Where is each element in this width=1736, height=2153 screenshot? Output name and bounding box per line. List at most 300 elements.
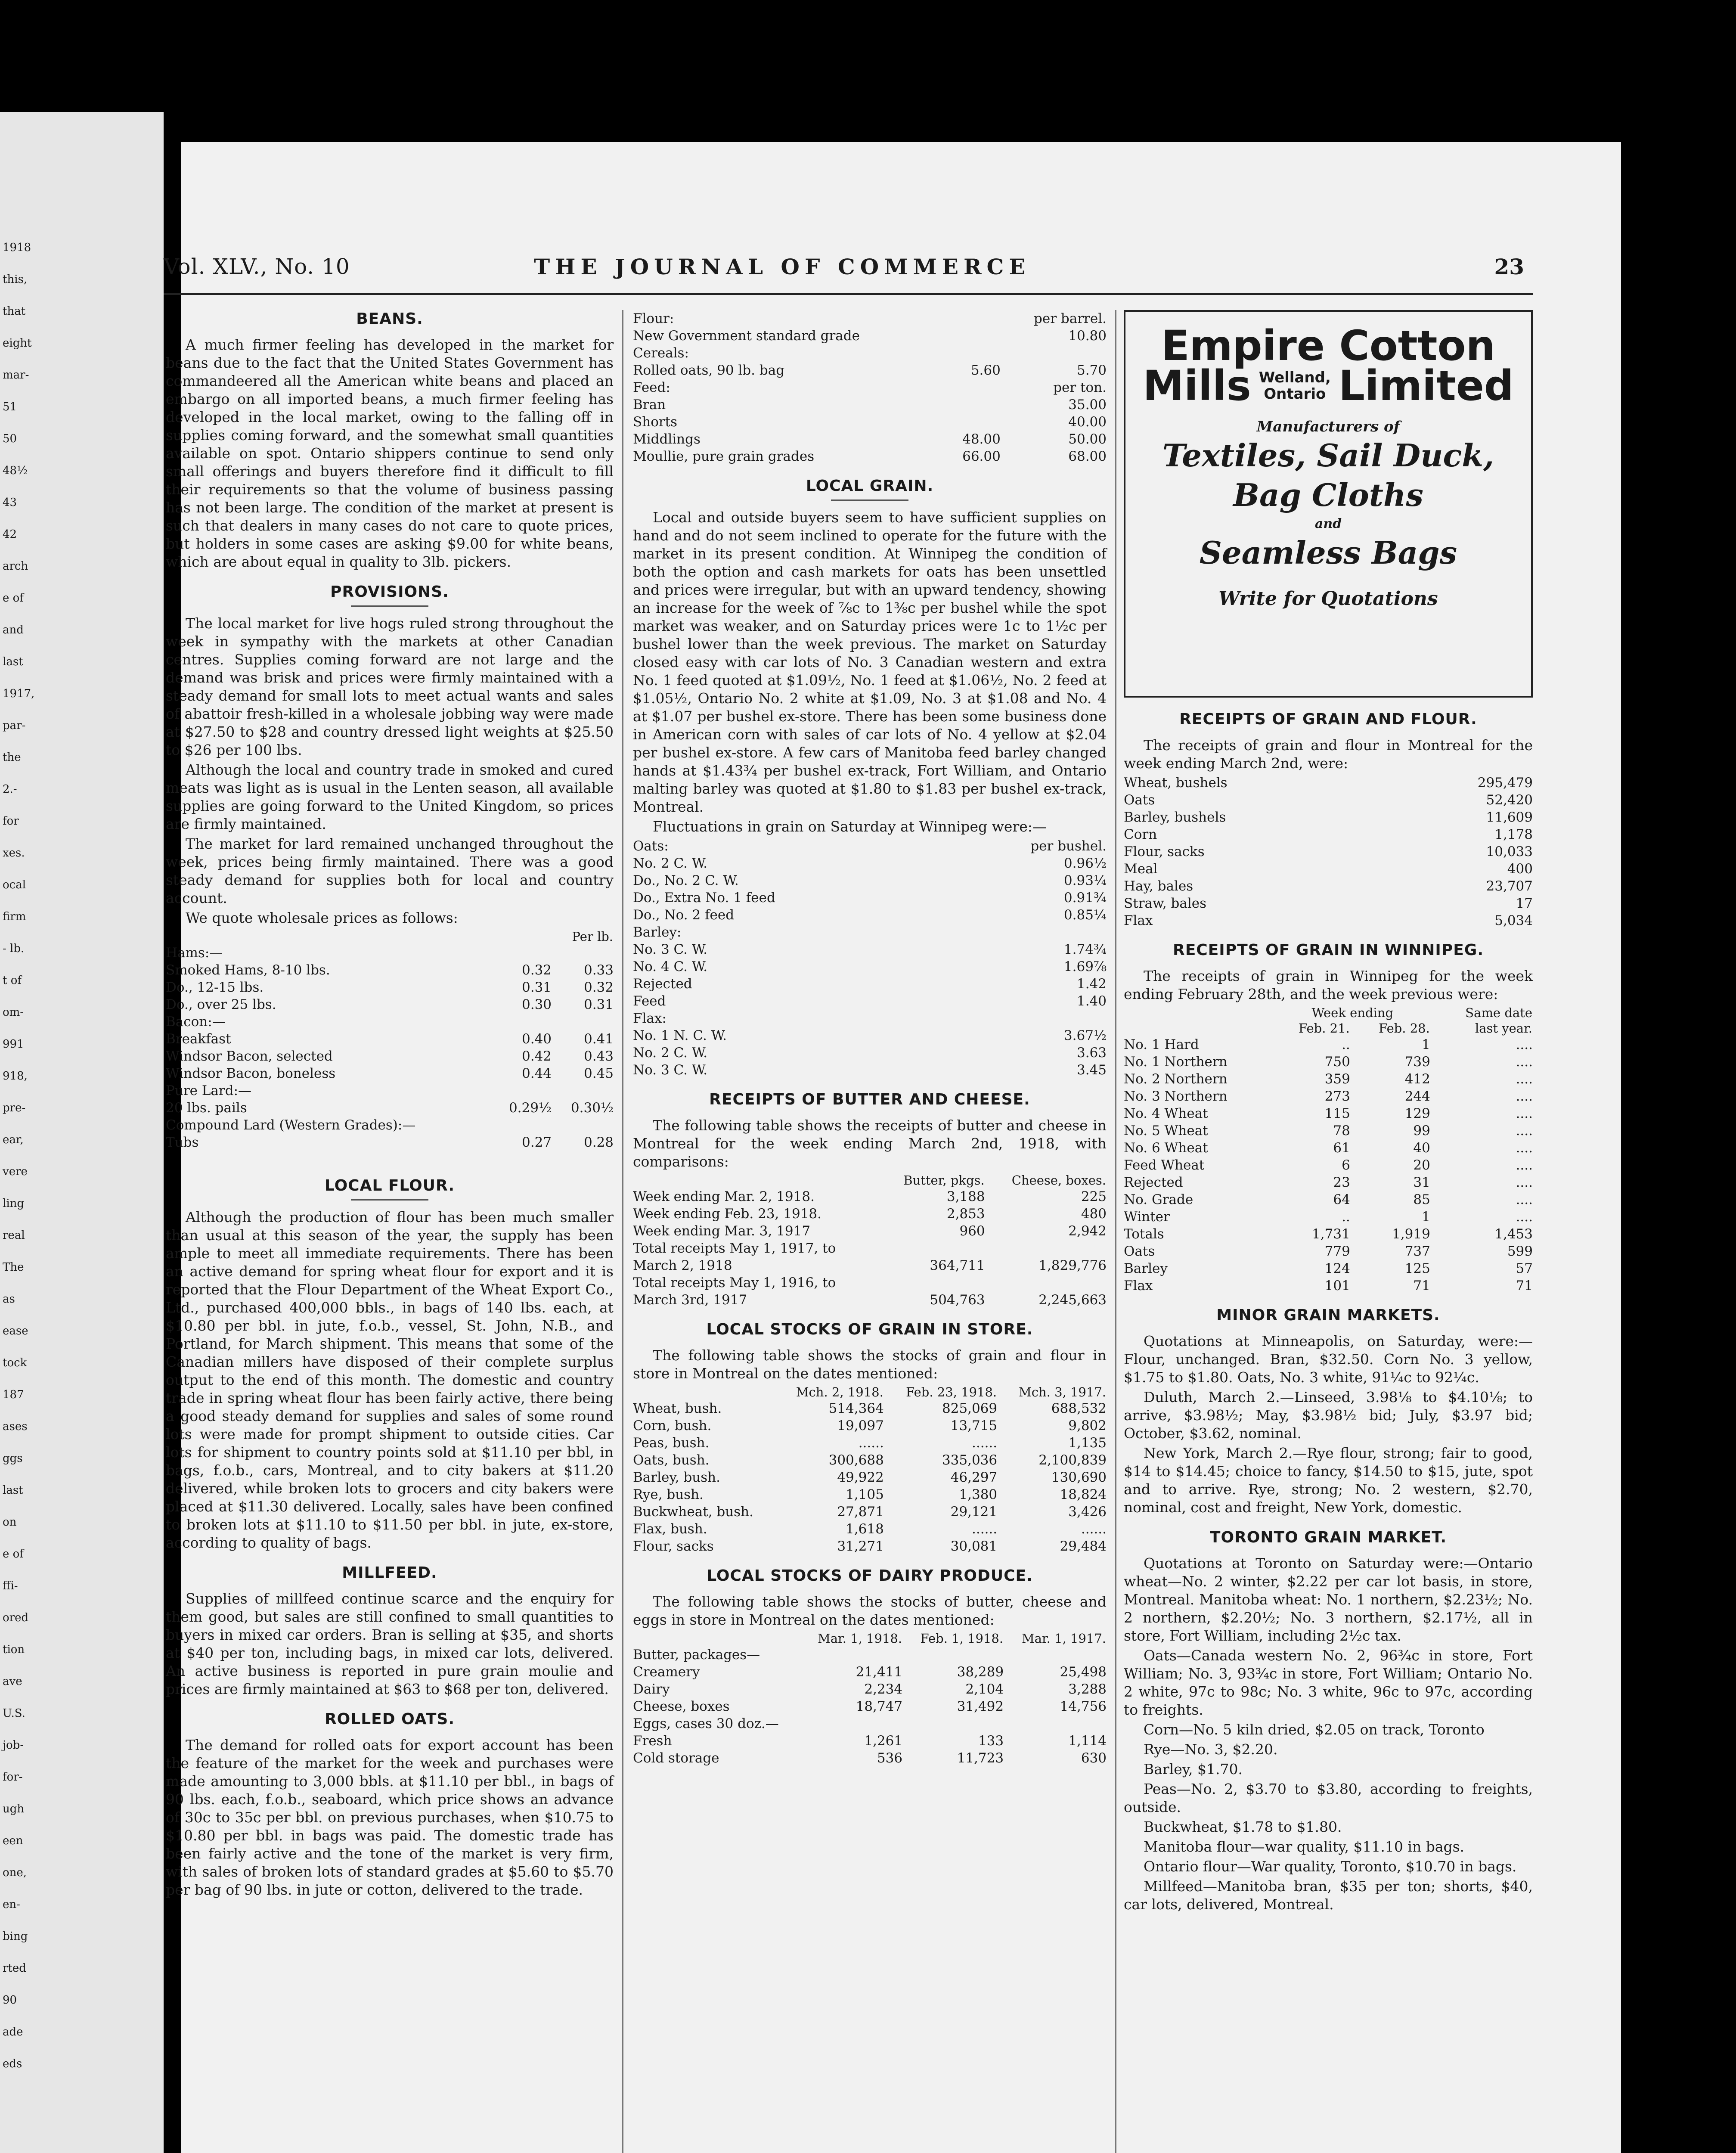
left-page-text-fragment: last bbox=[3, 1484, 23, 1497]
table-value bbox=[942, 396, 1001, 413]
table-label: Do., Extra No. 1 feed bbox=[633, 890, 775, 906]
left-page-text-fragment: vere bbox=[3, 1165, 28, 1178]
toronto-paragraph: Ontario flour—War quality, Toronto, $10.70 in bags. bbox=[1144, 1858, 1517, 1875]
butter-cheese-table bbox=[633, 1173, 1107, 1309]
table-value: per barrel. bbox=[1034, 311, 1107, 326]
table-row bbox=[633, 1715, 1107, 1732]
table-row bbox=[633, 1061, 1107, 1079]
table-label: Peas, bush. bbox=[633, 1435, 710, 1451]
table-row bbox=[1124, 912, 1533, 929]
left-page-text-fragment: - lb. bbox=[3, 942, 25, 955]
table-label: Flax bbox=[1124, 1278, 1153, 1294]
table-value: 13,715 bbox=[950, 1418, 998, 1433]
table-row bbox=[633, 1646, 1107, 1663]
table-row bbox=[1124, 1174, 1533, 1191]
table-value: .... bbox=[1516, 1106, 1533, 1121]
table-row bbox=[166, 1065, 614, 1082]
table-row bbox=[1124, 843, 1533, 860]
table-row bbox=[166, 1013, 614, 1030]
toronto-paragraph: Manitoba flour—war quality, $11.10 in bags. bbox=[1144, 1838, 1465, 1855]
table-row bbox=[633, 1469, 1107, 1486]
table-label: Straw, bales bbox=[1124, 896, 1207, 911]
table-value: 1,453 bbox=[1494, 1226, 1533, 1242]
local-grain-text: Local and outside buyers seem to have sufficient supplies on hand and do not seem inclined to operate for the future with the market in its present condition. At Winnipeg the condition of both the option and cash markets for oats has been unsettled and prices were irregular, but with an upward tendency, showing an increase for the week of ⅞c to 1⅜c per bushel while the spot market was weaker, and on Saturday prices were 1c to 1½c per bushel lower than the week previous. The market on Saturday closed easy with car lots of No. 3 Canadian western and extra No. 1 feed quoted at $1.09½, No. 1 feed at $1.06½, No. 2 feed at $1.05½, Ontario No. 2 white at $1.09, No. 3 at $1.08 and No. 4 at $1.07 per bushel ex-store. There has been some business done in American corn with sales of car lots of No. 4 yellow at $2.04 per bushel ex-store. A few cars of Manitoba feed barley changed hands at $1.43¾ per bushel ex-track, Fort William, and Ontario malting barley was quoted at $1.80 to $1.83 per bushel ex-track, Montreal. bbox=[633, 509, 1107, 815]
dairy-stocks-table bbox=[633, 1631, 1107, 1767]
left-page-text-fragment: t of bbox=[3, 974, 22, 987]
left-page-text-fragment: that bbox=[3, 305, 26, 318]
table-value: 2,100,839 bbox=[1038, 1452, 1107, 1468]
table-row bbox=[1124, 1088, 1533, 1105]
table-row bbox=[633, 838, 1107, 855]
table-value: 1.40 bbox=[1076, 993, 1107, 1009]
provisions-paragraph: The local market for live hogs ruled strong throughout the week in sympathy with the markets at other Canadian centres. Supplies coming forward are not large and the demand was brisk and prices were firmly maintained with a steady demand for small lots to meet actual wants and sales of abattoir fresh-killed in a wholesale jobbing way were made at $27.50 to $28 and country dressed light weights at $25.50 to $26 per 100 lbs. bbox=[166, 615, 614, 758]
table-value bbox=[942, 310, 1001, 327]
table-value: 1,618 bbox=[846, 1521, 884, 1537]
table-row bbox=[1124, 1277, 1533, 1294]
table-label: Oats, bush. bbox=[633, 1452, 710, 1468]
table-row bbox=[633, 1681, 1107, 1698]
table-label: Meal bbox=[1124, 861, 1158, 877]
table-row bbox=[633, 1663, 1107, 1681]
table-row bbox=[633, 958, 1107, 975]
table-label: Rejected bbox=[633, 976, 692, 992]
ad-product: Bag Cloths bbox=[1233, 477, 1423, 513]
table-value: 71 bbox=[1516, 1278, 1533, 1294]
page-number: 23 bbox=[1494, 254, 1524, 279]
table-row bbox=[1124, 1208, 1533, 1225]
table-label: No. 1 Hard bbox=[1124, 1037, 1199, 1052]
table-value: 688,532 bbox=[1051, 1401, 1107, 1416]
left-page-text-fragment: and bbox=[3, 624, 24, 636]
table-value: .. bbox=[1342, 1037, 1350, 1052]
left-page-text-fragment: om- bbox=[3, 1006, 24, 1019]
table-value: 30,081 bbox=[950, 1539, 998, 1554]
table-value bbox=[880, 1240, 985, 1257]
column-header: Mar. 1, 1917. bbox=[1021, 1631, 1106, 1646]
table-value: .... bbox=[1516, 1157, 1533, 1173]
local-grain-heading: LOCAL GRAIN. bbox=[806, 477, 934, 495]
table-row bbox=[633, 1538, 1107, 1555]
table-value: 0.91¾ bbox=[1063, 890, 1107, 906]
ad-company-line bbox=[1134, 362, 1522, 410]
table-value: 64 bbox=[1333, 1192, 1350, 1207]
table-value: 400 bbox=[1507, 861, 1533, 877]
left-page-text-fragment: arch bbox=[3, 560, 28, 573]
table-value bbox=[1004, 1646, 1107, 1663]
table-value: .... bbox=[1516, 1071, 1533, 1087]
table-value: 25,498 bbox=[1060, 1664, 1107, 1680]
left-page-text-fragment: 48½ bbox=[3, 464, 28, 477]
table-value: 2,853 bbox=[946, 1206, 985, 1222]
table-value: 1,261 bbox=[864, 1733, 903, 1749]
left-page-text-fragment: eight bbox=[3, 337, 32, 350]
table-value: 0.29½ bbox=[508, 1100, 552, 1116]
table-label: No. 2 C. W. bbox=[633, 1045, 708, 1061]
table-row bbox=[633, 413, 1107, 431]
table-row bbox=[633, 855, 1107, 872]
table-value: 739 bbox=[1404, 1054, 1430, 1070]
table-label: Do., No. 2 C. W. bbox=[633, 873, 739, 888]
minor-markets-paragraph: New York, March 2.—Rye flour, strong; fair to good, $14 to $14.45; choice to fancy, $14.50 to $15, jute, spot and to arrive. Rye, strong; No. 2 western, $2.70, nominal, cost and freight, New York, domestic. bbox=[1124, 1445, 1533, 1516]
table-row bbox=[633, 431, 1107, 448]
table-value: 3.63 bbox=[1076, 1045, 1107, 1061]
table-value: 115 bbox=[1324, 1106, 1350, 1121]
table-value: 295,479 bbox=[1477, 775, 1533, 791]
receipts-winnipeg-text: The receipts of grain in Winnipeg for the week ending February 28th, and the week previous were: bbox=[1124, 968, 1533, 1002]
table-value: 129 bbox=[1404, 1106, 1430, 1121]
table-row bbox=[633, 1027, 1107, 1044]
local-grain-fluct: Fluctuations in grain on Saturday at Winnipeg were:— bbox=[653, 818, 1047, 835]
ad-location-city: Welland, bbox=[1259, 369, 1331, 386]
table-row bbox=[1124, 1191, 1533, 1208]
table-value: 18,747 bbox=[856, 1699, 903, 1714]
ad-location-province: Ontario bbox=[1264, 385, 1326, 403]
left-page-text-fragment: ases bbox=[3, 1420, 28, 1433]
left-page-text-fragment: pre- bbox=[3, 1101, 26, 1114]
table-value: 0.85¼ bbox=[1063, 907, 1107, 923]
table-value bbox=[942, 379, 1001, 396]
table-row bbox=[1124, 1225, 1533, 1243]
left-page-text-fragment: ffi- bbox=[3, 1579, 18, 1592]
table-value: ...... bbox=[972, 1521, 998, 1537]
table-value: 3.45 bbox=[1076, 1062, 1107, 1078]
table-value: 66.00 bbox=[962, 449, 1001, 464]
table-value bbox=[985, 1274, 1107, 1291]
table-value bbox=[902, 1715, 1004, 1732]
left-page-text-fragment: as bbox=[3, 1293, 15, 1306]
table-row bbox=[1124, 826, 1533, 843]
table-value: 0.41 bbox=[583, 1031, 614, 1047]
table-label: Total receipts May 1, 1916, to bbox=[633, 1275, 836, 1291]
table-value: .... bbox=[1516, 1209, 1533, 1225]
table-value: 825,069 bbox=[942, 1401, 998, 1416]
table-value bbox=[942, 344, 1001, 362]
table-value: 50.00 bbox=[1068, 431, 1107, 447]
table-value bbox=[552, 1117, 614, 1134]
table-label: Windsor Bacon, selected bbox=[166, 1049, 333, 1064]
table-row bbox=[633, 310, 1107, 327]
table-value: 0.31 bbox=[583, 997, 614, 1012]
rolled-oats-text: The demand for rolled oats for export account has been the feature of the market for the week and purchases were made amounting to 3,000 bbls. at $11.10 per bbl., in bags of 90 lbs. each, f.o.b., seaboard, which price shows an advance of 30c to 35c per bbl. on previous purchases, when $10.75 to $10.80 per bbl. in bags was paid. The domestic trade has been fairly active and the tone of the market is very firm, with sales of broken lots of standard grades at $5.60 to $5.70 per bag of 90 lbs. in jute or cotton, delivered to the trade. bbox=[166, 1737, 614, 1898]
table-value: 35.00 bbox=[1068, 397, 1107, 413]
table-value bbox=[490, 1082, 552, 1099]
table-label: No. 3 C. W. bbox=[633, 1062, 708, 1078]
table-value: 0.30 bbox=[522, 997, 552, 1012]
header-rule bbox=[164, 293, 1533, 295]
table-value: 57 bbox=[1516, 1261, 1533, 1276]
table-row bbox=[633, 362, 1107, 379]
left-page-text-fragment: bing bbox=[3, 1930, 28, 1943]
left-page-text-fragment: ease bbox=[3, 1325, 28, 1337]
left-page-text-fragment: e of bbox=[3, 592, 24, 605]
heading-rule bbox=[831, 499, 908, 501]
table-label: Week ending Feb. 23, 1918. bbox=[633, 1206, 822, 1222]
table-row bbox=[633, 1400, 1107, 1417]
table-value bbox=[1001, 344, 1107, 362]
table-value: 412 bbox=[1404, 1071, 1430, 1087]
local-flour-text: Although the production of flour has been much smaller than usual at this season of the year, the supply has been ample to meet all immediate requirements. There has been an active demand for spring wheat flour for export and it is reported that the Flour Department of the Wheat Export Co., Ltd., purchased 400,000 bbls., in bags of 140 lbs. each, at $10.80 per bbl. in jute, f.o.b., vessel, St. John, N.B., and Portland, for March shipment. This means that some of the Canadian millers have disposed of their complete surplus output to the end of this month. The domestic and country trade in spring wheat flour has been fairly active, there being a good steady demand for supplies and sales of some round lots were made for prompt shipment to outside cities. Car lots for shipment to country points sold at $11.10 per bbl, in bags, f.o.b., cars, Montreal, and to city bakers at $11.20 delivered, while broken lots to grocers and city bakers were placed at $11.30 delivered. Locally, sales have been confined to broken lots at $11.10 to $11.50 per bbl. in jute, ex-store, according to quality of bags. bbox=[166, 1209, 614, 1551]
table-label: Flour: bbox=[633, 311, 674, 326]
table-label: Breakfast bbox=[166, 1031, 231, 1047]
table-value: 335,036 bbox=[942, 1452, 998, 1468]
table-label: Do., 12-15 lbs. bbox=[166, 980, 264, 995]
table-row bbox=[633, 1205, 1107, 1222]
table-value: 20 bbox=[1413, 1157, 1430, 1173]
left-page-text-fragment: 90 bbox=[3, 1994, 17, 2007]
receipts-winnipeg-heading: RECEIPTS OF GRAIN IN WINNIPEG. bbox=[1172, 941, 1484, 959]
table-value: 3,426 bbox=[1068, 1504, 1107, 1520]
table-value: .... bbox=[1516, 1054, 1533, 1070]
column-header: Feb. 28. bbox=[1379, 1021, 1430, 1036]
table-row bbox=[633, 379, 1107, 396]
left-page-text-fragment: tion bbox=[3, 1643, 25, 1656]
table-value: 3,188 bbox=[946, 1189, 985, 1204]
table-value: 130,690 bbox=[1051, 1470, 1107, 1485]
toronto-heading: TORONTO GRAIN MARKET. bbox=[1209, 1529, 1447, 1546]
millfeed-heading: MILLFEED. bbox=[342, 1564, 437, 1582]
toronto-paragraph: Rye—No. 3, $2.20. bbox=[1144, 1741, 1278, 1758]
table-value: 359 bbox=[1324, 1071, 1350, 1087]
table-row bbox=[1124, 895, 1533, 912]
table-label: No. Grade bbox=[1124, 1192, 1194, 1207]
volume-number: Vol. XLV., No. 10 bbox=[164, 254, 350, 279]
table-row bbox=[1124, 1243, 1533, 1260]
table-value: per ton. bbox=[1053, 380, 1107, 395]
table-value bbox=[880, 1274, 985, 1291]
table-label: No. 1 N. C. W. bbox=[633, 1028, 727, 1043]
table-row bbox=[633, 889, 1107, 906]
table-row bbox=[1124, 1105, 1533, 1122]
table-label: 20 lbs. pails bbox=[166, 1100, 247, 1116]
table-value: 1.69⅞ bbox=[1063, 959, 1107, 974]
left-page-text-fragment: mar- bbox=[3, 369, 29, 382]
table-value: 1,829,776 bbox=[1038, 1258, 1107, 1273]
table-label: Rejected bbox=[1124, 1175, 1183, 1190]
ad-company-name: Empire Cotton bbox=[1161, 322, 1495, 370]
left-page-text-fragment: 42 bbox=[3, 528, 17, 541]
left-page-text-fragment: ade bbox=[3, 2026, 23, 2038]
table-value: 125 bbox=[1404, 1261, 1430, 1276]
table-label: Windsor Bacon, boneless bbox=[166, 1066, 336, 1081]
table-row bbox=[633, 1452, 1107, 1469]
table-label: Smoked Hams, 8-10 lbs. bbox=[166, 962, 330, 978]
table-row bbox=[633, 396, 1107, 413]
table-label: Dairy bbox=[633, 1681, 670, 1697]
local-flour-heading: LOCAL FLOUR. bbox=[324, 1177, 455, 1194]
left-page-text-fragment: ugh bbox=[3, 1802, 25, 1815]
table-row bbox=[633, 1274, 1107, 1291]
table-value: 68.00 bbox=[1068, 449, 1107, 464]
table-value: 0.40 bbox=[522, 1031, 552, 1047]
table-row bbox=[633, 1257, 1107, 1274]
table-row bbox=[166, 1048, 614, 1065]
provisions-price-table bbox=[166, 929, 614, 1151]
table-label: Bran bbox=[633, 397, 666, 413]
table-row bbox=[633, 1188, 1107, 1205]
table-value bbox=[490, 1117, 552, 1134]
left-page-text-fragment: ored bbox=[3, 1611, 29, 1624]
column-header: Feb. 23, 1918. bbox=[906, 1385, 997, 1399]
table-value: 14,756 bbox=[1060, 1699, 1107, 1714]
table-label: No. 4 C. W. bbox=[633, 959, 708, 974]
table-row bbox=[1124, 774, 1533, 791]
table-label: Moullie, pure grain grades bbox=[633, 449, 815, 464]
table-value: .... bbox=[1516, 1123, 1533, 1139]
table-row bbox=[633, 1222, 1107, 1240]
table-row bbox=[166, 1134, 614, 1151]
column-header: Week ending bbox=[1311, 1005, 1394, 1020]
table-label: Butter, packages— bbox=[633, 1647, 760, 1663]
left-page-text-fragment: The bbox=[3, 1261, 24, 1274]
column-header: Feb. 21. bbox=[1298, 1021, 1350, 1036]
table-value: 1,114 bbox=[1068, 1733, 1107, 1749]
left-page-text-fragment: job- bbox=[3, 1739, 24, 1752]
millfeed-text: Supplies of millfeed continue scarce and the enquiry for them good, but sales are still confined to small quantities to buyers in mixed car orders. Bran is selling at $35, and shorts at $40 per ton, including bags, in mixed car lots, delivered. An active business is reported in pure grain moulie and prices are firmly maintained at $63 to $68 per ton, delivered. bbox=[166, 1590, 614, 1697]
table-label: Buckwheat, bush. bbox=[633, 1504, 753, 1520]
butter-cheese-text: The following table shows the receipts of butter and cheese in Montreal for the week ending March 2nd, 1918, with comparisons: bbox=[633, 1117, 1107, 1170]
table-row bbox=[633, 924, 1107, 941]
table-value bbox=[490, 1013, 552, 1030]
table-row bbox=[633, 344, 1107, 362]
table-label: No. 2 C. W. bbox=[633, 856, 708, 871]
column-header: Butter, pkgs. bbox=[903, 1173, 985, 1188]
table-label: Flour, sacks bbox=[633, 1539, 714, 1554]
ad-manufacturers: Manufacturers of bbox=[1256, 418, 1400, 435]
table-value: 0.43 bbox=[583, 1049, 614, 1064]
table-value bbox=[942, 413, 1001, 431]
table-value: 1,105 bbox=[846, 1487, 884, 1502]
table-value: 5,034 bbox=[1494, 913, 1533, 928]
table-value: 52,420 bbox=[1486, 792, 1533, 808]
table-value: 10,033 bbox=[1486, 844, 1533, 859]
column-divider bbox=[622, 310, 623, 2153]
toronto-paragraph: Buckwheat, $1.78 to $1.80. bbox=[1144, 1818, 1342, 1835]
table-value: 2,104 bbox=[965, 1681, 1004, 1697]
left-page-text-fragment: 187 bbox=[3, 1388, 24, 1401]
table-label: Corn, bush. bbox=[633, 1418, 712, 1433]
table-value: 0.32 bbox=[583, 980, 614, 995]
table-value: 630 bbox=[1081, 1750, 1107, 1766]
table-value: 17 bbox=[1516, 896, 1533, 911]
table-value: 9,802 bbox=[1068, 1418, 1107, 1433]
left-page-text-fragment: one, bbox=[3, 1866, 27, 1879]
ad-product: Textiles, Sail Duck, bbox=[1162, 437, 1494, 474]
table-value: 0.33 bbox=[583, 962, 614, 978]
table-label: Flax: bbox=[633, 1011, 666, 1026]
table-row bbox=[1124, 1053, 1533, 1070]
left-page-text-fragment: rted bbox=[3, 1962, 26, 1975]
table-value: 0.32 bbox=[522, 962, 552, 978]
ad-mills: Mills bbox=[1143, 362, 1251, 410]
table-value bbox=[552, 1082, 614, 1099]
grain-stocks-text: The following table shows the stocks of grain and flour in store in Montreal on the dates mentioned: bbox=[633, 1347, 1107, 1382]
table-value: 599 bbox=[1507, 1244, 1533, 1259]
table-value: 85 bbox=[1413, 1192, 1430, 1207]
table-label: Compound Lard (Western Grades):— bbox=[166, 1117, 416, 1133]
table-value: 244 bbox=[1404, 1089, 1430, 1104]
table-value: 23,707 bbox=[1486, 878, 1533, 894]
left-page-text-fragment: ocal bbox=[3, 878, 26, 891]
minor-markets-paragraph: Quotations at Minneapolis, on Saturday, were:—Flour, unchanged. Bran, $32.50. Corn No. 3 yellow, $1.75 to $1.80. Oats, No. 3 white, 91¼c to 92¼c. bbox=[1124, 1333, 1533, 1386]
table-value: 101 bbox=[1324, 1278, 1350, 1294]
table-row bbox=[166, 962, 614, 979]
winnipeg-fluctuations-table bbox=[633, 838, 1107, 1079]
table-row bbox=[633, 1732, 1107, 1750]
table-label: Week ending Mar. 3, 1917 bbox=[633, 1223, 811, 1239]
column-header: Mch. 2, 1918. bbox=[796, 1385, 884, 1399]
table-label: Rolled oats, 90 lb. bag bbox=[633, 363, 785, 378]
table-value: .... bbox=[1516, 1037, 1533, 1052]
left-page-text-fragment: on bbox=[3, 1516, 17, 1529]
table-label: Feed: bbox=[633, 380, 670, 395]
table-row bbox=[166, 1030, 614, 1048]
table-value: 40.00 bbox=[1068, 414, 1107, 430]
table-label: Week ending Mar. 2, 1918. bbox=[633, 1189, 815, 1204]
table-row bbox=[633, 906, 1107, 924]
table-value: 61 bbox=[1333, 1140, 1350, 1156]
table-value bbox=[552, 1013, 614, 1030]
left-page-text-fragment: en- bbox=[3, 1898, 20, 1911]
table-label: Hams:— bbox=[166, 945, 223, 961]
table-label: Feed Wheat bbox=[1124, 1157, 1205, 1173]
table-value: 1.74¾ bbox=[1063, 942, 1107, 957]
table-label: Corn bbox=[1124, 827, 1157, 842]
table-label: Middlings bbox=[633, 431, 701, 447]
table-value bbox=[934, 1010, 1107, 1027]
table-value: 1,135 bbox=[1068, 1435, 1107, 1451]
table-value bbox=[985, 1240, 1107, 1257]
table-value: 10.80 bbox=[1068, 328, 1107, 344]
table-row bbox=[633, 1240, 1107, 1257]
minor-markets-heading: MINOR GRAIN MARKETS. bbox=[1216, 1306, 1440, 1324]
table-label: No. 4 Wheat bbox=[1124, 1106, 1208, 1121]
left-page-text-fragment: eds bbox=[3, 2057, 22, 2070]
table-row bbox=[633, 1291, 1107, 1309]
table-row bbox=[1124, 809, 1533, 826]
toronto-paragraph: Oats—Canada western No. 2, 96¾c in store, Fort William; No. 3, 93¾c in store, Fort William; Ontario No. 2 white, 97c to 98c; No. 3 white, 96c to 97c, according to freights. bbox=[1124, 1647, 1533, 1718]
column-header: Same date bbox=[1465, 1005, 1532, 1020]
table-value: 504,763 bbox=[930, 1292, 985, 1308]
left-page-text-fragment: U.S. bbox=[3, 1707, 25, 1720]
left-page-text-fragment: 43 bbox=[3, 496, 17, 509]
table-label: Flax, bush. bbox=[633, 1521, 707, 1537]
left-page-text-fragment: 1917, bbox=[3, 687, 35, 700]
table-value bbox=[490, 944, 552, 962]
table-label: No. 1 Northern bbox=[1124, 1054, 1228, 1070]
toronto-paragraph: Barley, $1.70. bbox=[1144, 1761, 1243, 1778]
table-value: 124 bbox=[1324, 1261, 1350, 1276]
table-value: 6 bbox=[1342, 1157, 1350, 1173]
table-value: 0.28 bbox=[583, 1135, 614, 1150]
table-value: 480 bbox=[1081, 1206, 1107, 1222]
table-value: 514,364 bbox=[828, 1401, 884, 1416]
table-label: Pure Lard:— bbox=[166, 1083, 252, 1098]
left-page-text-fragment: e of bbox=[3, 1548, 24, 1560]
heading-rule bbox=[351, 605, 428, 607]
table-row bbox=[633, 872, 1107, 889]
flour-feed-price-table bbox=[633, 310, 1107, 465]
table-row bbox=[633, 975, 1107, 993]
table-row bbox=[166, 996, 614, 1013]
table-value: 133 bbox=[978, 1733, 1004, 1749]
table-value: .. bbox=[1342, 1209, 1350, 1225]
table-value: 31 bbox=[1413, 1175, 1430, 1190]
table-value: 78 bbox=[1333, 1123, 1350, 1139]
table-value bbox=[902, 1646, 1004, 1663]
table-label: Fresh bbox=[633, 1733, 672, 1749]
table-value: 3.67½ bbox=[1063, 1028, 1107, 1043]
table-label: Barley, bushels bbox=[1124, 810, 1226, 825]
